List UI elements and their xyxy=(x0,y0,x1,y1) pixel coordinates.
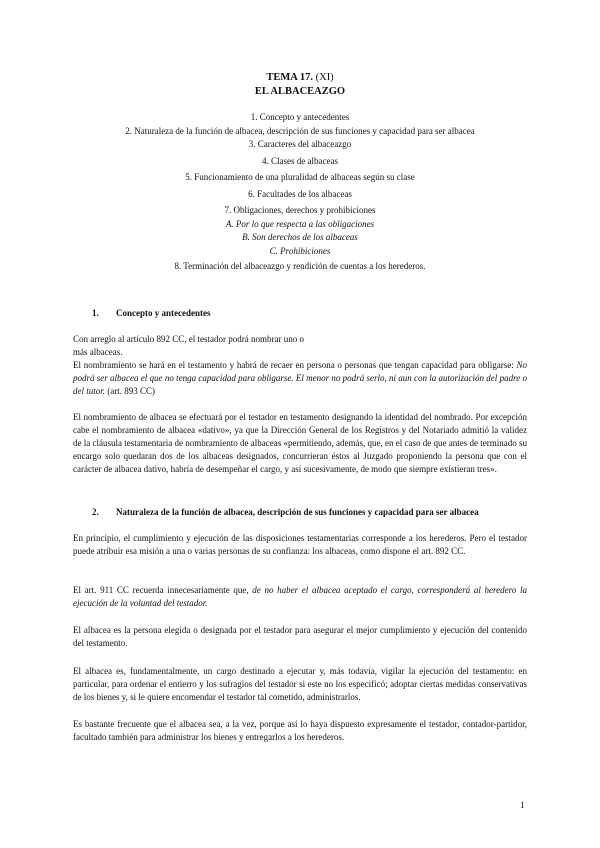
toc-item: 3. Caracteres del albaceazgo xyxy=(248,139,352,149)
paragraph-text: El nombramiento se hará en el testamento y habrá de recaer en persona o personas que tengan capacidad para obligarse: xyxy=(73,360,517,370)
topic-number: TEMA 17. xyxy=(266,72,313,83)
section-2-heading xyxy=(92,507,479,517)
topic-title xyxy=(0,72,600,83)
section-2-title: Naturaleza de la función de albacea, descripción de sus funciones y capacidad para ser albacea xyxy=(116,507,479,517)
section-1-title: Concepto y antecedentes xyxy=(116,308,211,318)
paragraph-line: más albaceas. xyxy=(73,347,123,357)
section-1-number: 1. xyxy=(92,308,99,318)
toc-item: 2. Naturaleza de la función de albacea, descripción de sus funciones y capacidad para ser albacea xyxy=(125,125,475,136)
topic-roman: (XI) xyxy=(315,72,334,83)
toc-subitem: B. Son derechos de los albaceas xyxy=(242,232,358,242)
section-2-paragraph-3: El albacea es la persona elegida o designada por el testador para asegurar el mejor cumplimiento y ejecución del contenido del testamento. xyxy=(73,625,527,648)
toc-subitem: C. Prohibiciones xyxy=(269,245,331,256)
page-number: 1 xyxy=(520,800,525,810)
section-2-paragraph-5: Es bastante frecuente que el albacea sea, a la vez, porque así lo haya dispuesto expresamente el testador, contador-partidor, facultado también para administrar los bienes y entregarlos a los herederos. xyxy=(73,719,527,742)
section-1-paragraph-2 xyxy=(73,359,527,398)
topic-subject: EL ALBACEAZGO xyxy=(254,86,346,97)
toc-item: 4. Clases de albaceas xyxy=(262,155,338,166)
table-of-contents xyxy=(0,111,600,274)
section-1-paragraph-3: El nombramiento de albacea se efectuará por el testador en testamento designando la identidad del nombrado. Por excepción cabe el nombramiento de albacea «dativo», ya que la Dirección General de los Registros y del Notariado admitió la validez de la cláusula testamentaria de nombramiento de albaceas «permitiendo, además, que, en el caso de que antes de terminado su encargo solo quedaran dos de los albaceas designados, concurrieran éstos al Juzgado proponiendo la persona que con el carácter de albacea dativo, habría de desempeñar el cargo, y así sucesivamente, de modo que siempre existieran tres». xyxy=(73,412,527,474)
paragraph-italic-text: de no haber el albacea aceptado el cargo, corresponderá al heredero la ejecución de la voluntad del testador. xyxy=(73,585,527,608)
paragraph-text: El art. 911 CC recuerda innecesariamente que, xyxy=(73,585,253,595)
toc-item: 5. Funcionamiento de una pluralidad de albaceas según su clase xyxy=(185,172,415,182)
paragraph-italic-text: No podrá ser albacea el que no tenga capacidad para obligarse. El menor no podrá serlo, ni aun con la autorización del padre o del tutor. xyxy=(73,360,527,396)
section-1-paragraph-1 xyxy=(73,333,527,359)
toc-item: 1. Concepto y antecedentes xyxy=(250,112,350,122)
toc-subitem: A. Por lo que respecta a las obligaciones xyxy=(225,218,375,229)
section-2-paragraph-2 xyxy=(73,584,527,610)
section-1-heading xyxy=(92,308,210,318)
paragraph-line: Con arreglo al artículo 892 CC, el testador podrá nombrar uno o xyxy=(73,334,304,344)
section-2-paragraph-1: En principio, el cumplimiento y ejecución de las disposiciones testamentarias corresponde a los herederos. Pero el testador puede atribuir esa misión a una o varias personas de su confianza: los albaceas, como dispone el art. 892 CC. xyxy=(73,533,527,556)
section-2-paragraph-4: El albacea es, fundamentalmente, un cargo destinado a ejecutar y, más todavía, vigilar la ejecución del testamento: en particular, para ordenar el entierro y los sufragios del testador si este no los especificó; adoptar ciertas medidas conservativas de los bienes y, si le quiere encomendar el testador tal cometido, administrarlos. xyxy=(73,666,527,702)
toc-item: 8. Terminación del albaceazgo y rendición de cuentas a los herederos. xyxy=(174,261,426,271)
toc-item: 6. Facultades de los albaceas xyxy=(248,188,352,199)
toc-item: 7. Obligaciones, derechos y prohibiciones xyxy=(224,205,376,215)
paragraph-text: (art. 893 CC) xyxy=(105,386,156,396)
section-2-number: 2. xyxy=(92,507,99,517)
